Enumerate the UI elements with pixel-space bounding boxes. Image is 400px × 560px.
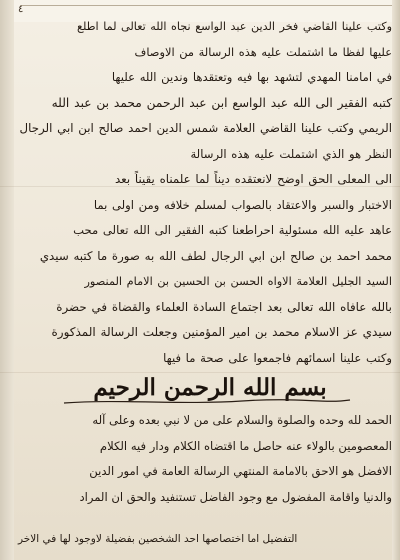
text-line: الحمد لله وحده والصلوة والسلام على من لا نبي بعده وعلى آله	[92, 413, 392, 427]
body-text-block	[10, 408, 392, 510]
main-text-block	[10, 14, 392, 371]
text-line: في امامنا المهدي لتشهد بها فيه وتعتقدها وندين الله عليها	[111, 70, 392, 84]
text-line: كتبه الفقير الى الله عبد الواسع ابن عبد الرحمن محمد بن عبد الله	[51, 95, 392, 110]
text-line: بالله عافاه الله تعالى بعد اجتماع السادة العلماء والقضاة في حضرة	[56, 299, 392, 314]
basmala-flourish	[62, 398, 352, 406]
basmala-heading: بسم الله الرحمن الرحيم	[93, 374, 327, 401]
text-line: وكتب علينا القاضي فخر الدين عبد الواسع نجاه الله تعالى لما اطلع	[76, 20, 392, 33]
text-line: النظر هو الذي اشتملت عليه هذه الرسالة	[190, 146, 392, 161]
text-line: والدنيا واقامة المفضول مع وجود الفاضل تستنفيد والحق ان المراد	[79, 489, 392, 504]
text-line: محمد احمد بن صالح ابن ابي الرجال لطف الله به صورة ما كتبه سيدي	[39, 248, 392, 263]
text-line: الريمي وكتب علينا القاضي العلامة شمس الدين احمد صالح ابن ابي الرجال	[19, 121, 392, 135]
text-line: المعصومين بالولاء عنه حاصل ما اقتضاه الكلام ودار فيه الكلام	[99, 438, 392, 453]
text-line: وكتب علينا اسمائهم فاجمعوا على صحة ما فيها	[163, 350, 392, 365]
text-line: الافضل هو الاحق بالامامة المنتهي الرسالة العامة في امور الدين	[89, 464, 392, 478]
top-rule-line	[20, 5, 392, 6]
page-number: ٤	[18, 4, 24, 15]
text-line: السيد الجليل العلامة الاواه الحسن بن الحسين بن الامام المنصور	[84, 275, 392, 288]
catchword-line: التفضيل اما اختصاصها احد الشخصين بفضيلة لاوجود لها في الاخر	[18, 533, 298, 545]
text-line: سيدي عز الاسلام محمد بن امير المؤمنين وجعلت الرسالة المذكورة	[51, 325, 392, 339]
text-line: عليها لفظا ما اشتملت عليه هذه الرسالة من الاوصاف	[134, 44, 392, 59]
text-line: الى المعلى الحق اوضح لانعتقده ديناً لما علمناه يقيناً بعد	[114, 172, 392, 186]
right-page-edge	[392, 0, 400, 560]
text-line: الاختبار والسبر والاعتقاد بالصواب لمسلم خلافه ومن اولى بما	[93, 197, 392, 212]
text-line: عاهد عليه الله مسئولية احراطعنا كتبه الفقير الى الله تعالى محب	[73, 223, 392, 237]
